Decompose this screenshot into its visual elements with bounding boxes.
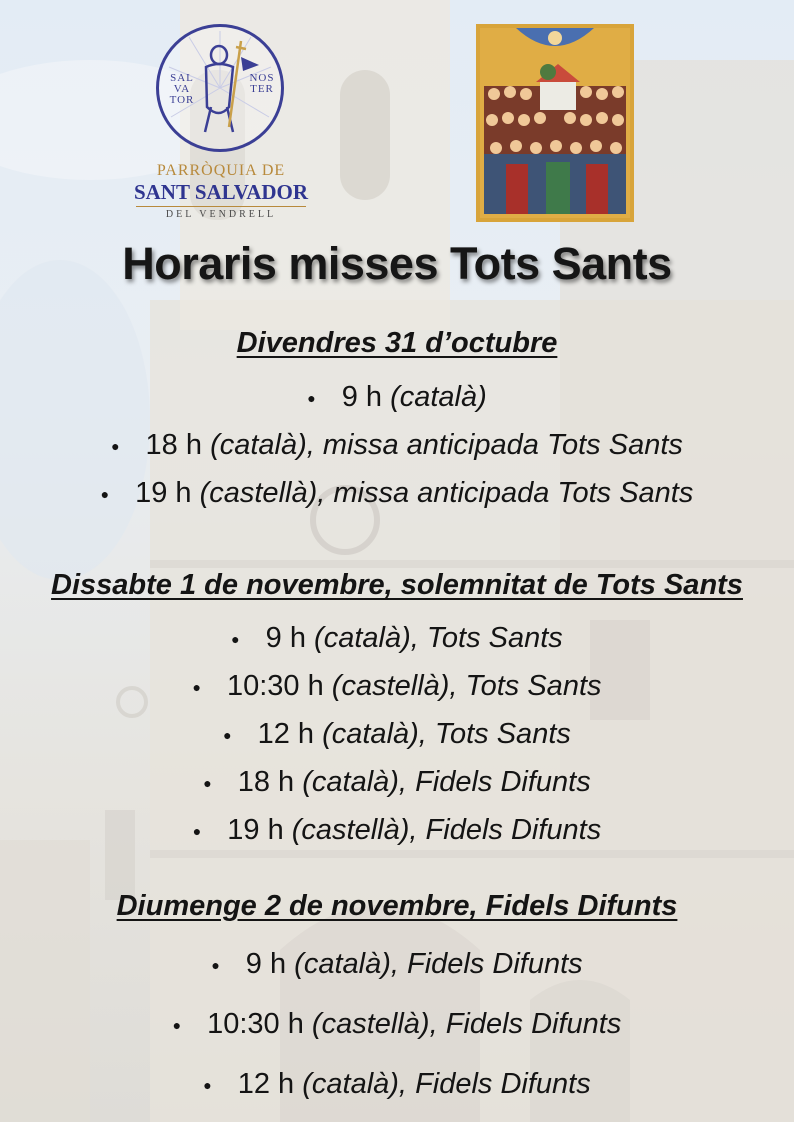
mass-item: ● 19 h (castellà), Fidels Difunts xyxy=(192,814,602,846)
mass-time: 12 h xyxy=(257,718,315,750)
mass-time: 9 h xyxy=(341,381,383,413)
day-heading-sunday: Diumenge 2 de novembre, Fidels Difunts xyxy=(116,890,678,922)
mass-language: (català), xyxy=(210,429,315,461)
mass-time: 9 h xyxy=(265,622,306,654)
mass-item: ● 9 h (català) xyxy=(307,381,487,413)
logo-divider xyxy=(136,206,306,207)
mass-description: Fidels Difunts xyxy=(415,766,591,798)
mass-time: 19 h xyxy=(227,814,284,846)
mass-time: 12 h xyxy=(237,1068,295,1100)
day-heading-friday: Divendres 31 d’octubre xyxy=(236,327,558,359)
parish-logo xyxy=(130,22,312,220)
page-title: Horaris misses Tots Sants xyxy=(122,238,672,289)
mass-language: (castellà), xyxy=(311,1008,438,1040)
logo-parish-name: SANT SALVADOR xyxy=(133,180,309,204)
mass-item: ● 12 h (català), Fidels Difunts xyxy=(203,1068,591,1100)
mass-language: (castellà), xyxy=(199,477,326,509)
mass-item: ● 9 h (català), Fidels Difunts xyxy=(211,948,583,980)
mass-item: ● 18 h (català), Fidels Difunts xyxy=(203,766,591,798)
day-heading-saturday: Dissabte 1 de novembre, solemnitat de Tots Sants xyxy=(51,569,743,601)
mass-description: Tots Sants xyxy=(465,670,602,702)
mass-language: (català), xyxy=(314,622,419,654)
mass-item: ● 10:30 h (castellà), Tots Sants xyxy=(192,670,602,702)
mass-language: (castellà), xyxy=(291,814,418,846)
mass-language: (castellà), xyxy=(331,670,458,702)
logo-emblem xyxy=(156,24,284,152)
mass-time: 10:30 h xyxy=(226,670,324,702)
logo-ring-right-text: NOS TER xyxy=(249,72,275,95)
mass-description: Fidels Difunts xyxy=(407,948,583,980)
mass-description: Fidels Difunts xyxy=(445,1008,622,1040)
mass-description: Fidels Difunts xyxy=(425,814,602,846)
mass-time: 18 h xyxy=(237,766,295,798)
mass-description: missa anticipada Tots Sants xyxy=(322,429,683,461)
mass-item: ● 12 h (català), Tots Sants xyxy=(223,718,571,750)
mass-description: Tots Sants xyxy=(434,718,571,750)
mass-time: 10:30 h xyxy=(207,1008,304,1040)
mass-description: Fidels Difunts xyxy=(415,1068,591,1100)
logo-town-text: DEL VENDRELL xyxy=(165,209,277,220)
mass-language: (català) xyxy=(390,381,487,413)
logo-ring-left-text: SAL VA TOR xyxy=(169,72,195,106)
mass-description: missa anticipada Tots Sants xyxy=(333,477,694,509)
all-saints-icon-image xyxy=(476,24,634,222)
mass-time: 9 h xyxy=(245,948,287,980)
mass-language: (català), xyxy=(294,948,399,980)
mass-item: ● 18 h (català), missa anticipada Tots Sants xyxy=(111,429,683,461)
mass-description: Tots Sants xyxy=(426,622,563,654)
mass-time: 19 h xyxy=(135,477,192,509)
mass-language: (català), xyxy=(302,1068,407,1100)
mass-time: 18 h xyxy=(145,429,202,461)
mass-item: ● 19 h (castellà), missa anticipada Tots Sants xyxy=(100,477,694,509)
mass-item: ● 9 h (català), Tots Sants xyxy=(231,622,563,654)
mass-language: (català), xyxy=(302,766,407,798)
logo-parroquia-text: PARRÒQUIA DE xyxy=(156,162,286,179)
mass-language: (català), xyxy=(322,718,427,750)
mass-item: ● 10:30 h (castellà), Fidels Difunts xyxy=(172,1008,622,1040)
